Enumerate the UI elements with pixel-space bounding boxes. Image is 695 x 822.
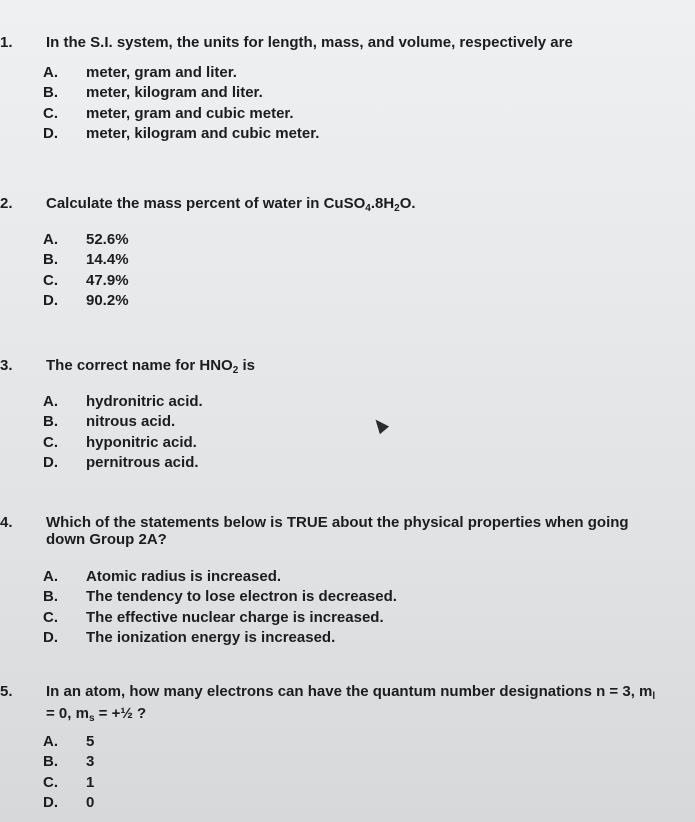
option-b[interactable] [43,587,397,608]
option-text: hydronitric acid. [86,392,203,410]
option-b[interactable] [43,752,94,773]
question-number: 1. [0,34,13,51]
option-text: 90.2% [86,292,129,310]
question-number: 4. [0,514,13,531]
question-number: 3. [0,357,13,374]
option-text: The effective nuclear charge is increased. [86,608,384,626]
option-text: The tendency to lose electron is decreased. [86,588,397,606]
option-d[interactable] [43,793,94,814]
option-d[interactable] [43,628,397,649]
question-text-line: down Group 2A? [46,531,167,548]
option-text: meter, kilogram and cubic meter. [86,125,320,143]
option-d[interactable] [43,124,319,145]
option-d[interactable] [43,291,129,312]
question-text-part: .8H [370,195,395,212]
option-b[interactable] [43,83,319,104]
option-text: meter, kilogram and liter. [86,84,263,102]
subscript: 4 [365,203,371,214]
subscript: l [652,691,656,702]
option-letter: D. [43,125,58,143]
options-list [43,391,203,473]
subscript: 2 [394,203,400,214]
option-letter: A. [43,567,58,585]
options-list [43,566,397,648]
option-letter: B. [43,251,58,269]
option-text: 14.4% [86,251,129,269]
option-letter: B. [43,413,58,431]
option-c[interactable] [43,607,397,628]
option-letter: B. [43,753,58,771]
option-text: meter, gram and cubic meter. [86,104,294,122]
option-c[interactable] [43,432,203,453]
question-text [46,195,685,217]
option-letter: A. [43,230,58,248]
option-text: 5 [86,732,95,750]
option-letter: B. [43,84,58,102]
question-number: 5. [0,683,13,700]
option-b[interactable] [43,250,129,271]
option-letter: B. [43,588,58,606]
question-text-line [46,683,685,705]
options-list [43,229,129,311]
question-text [46,357,685,379]
option-letter: C. [43,773,58,791]
option-letter: C. [43,104,58,122]
option-letter: D. [43,794,58,812]
question-text-part: Calculate the mass percent of water in CuSO [46,195,366,212]
option-text: Atomic radius is increased. [86,567,282,585]
option-d[interactable] [43,453,203,474]
question-text-part: is [238,357,255,374]
option-c[interactable] [43,270,129,291]
option-text: The ionization energy is increased. [86,629,336,647]
option-text: 1 [86,773,95,791]
option-letter: C. [43,608,58,626]
question-text-part: In an atom, how many electrons can have the quantum number designations n = 3, m [46,683,653,700]
question-text-part: = +½ ? [94,705,147,722]
subscript: s [88,713,95,724]
subscript: 2 [232,365,239,376]
option-letter: D. [43,454,58,472]
question-number: 2. [0,195,13,212]
option-a[interactable] [43,566,397,587]
question-text-part: The correct name for HNO [46,357,233,374]
option-letter: A. [43,732,58,750]
option-text: nitrous acid. [86,413,176,431]
option-letter: A. [43,392,58,410]
question-text-line [46,705,685,727]
question-text-line: Which of the statements below is TRUE about the physical properties when going [46,514,629,531]
question-text: In the S.I. system, the units for length, mass, and volume, respectively are [46,34,573,51]
option-b[interactable] [43,412,203,433]
option-letter: A. [43,63,58,81]
option-text: 0 [86,794,95,812]
option-letter: D. [43,292,58,310]
question-text [46,683,685,727]
option-letter: D. [43,629,58,647]
options-list [43,731,94,813]
option-c[interactable] [43,103,319,124]
option-text: 47.9% [86,271,129,289]
option-text: 52.6% [86,230,129,248]
option-a[interactable] [43,62,319,83]
option-text: 3 [86,753,95,771]
option-letter: C. [43,271,58,289]
option-a[interactable] [43,229,129,250]
options-list [43,62,319,144]
option-text: hyponitric acid. [86,433,197,451]
option-a[interactable] [43,391,203,412]
option-a[interactable] [43,731,94,752]
question-text [46,514,685,548]
mouse-cursor-icon [371,416,389,434]
option-c[interactable] [43,772,94,793]
option-text: meter, gram and liter. [86,63,237,81]
question-text-part: = 0, m [46,705,89,722]
option-text: pernitrous acid. [86,454,199,472]
option-letter: C. [43,433,58,451]
question-text-part: O. [399,195,416,212]
